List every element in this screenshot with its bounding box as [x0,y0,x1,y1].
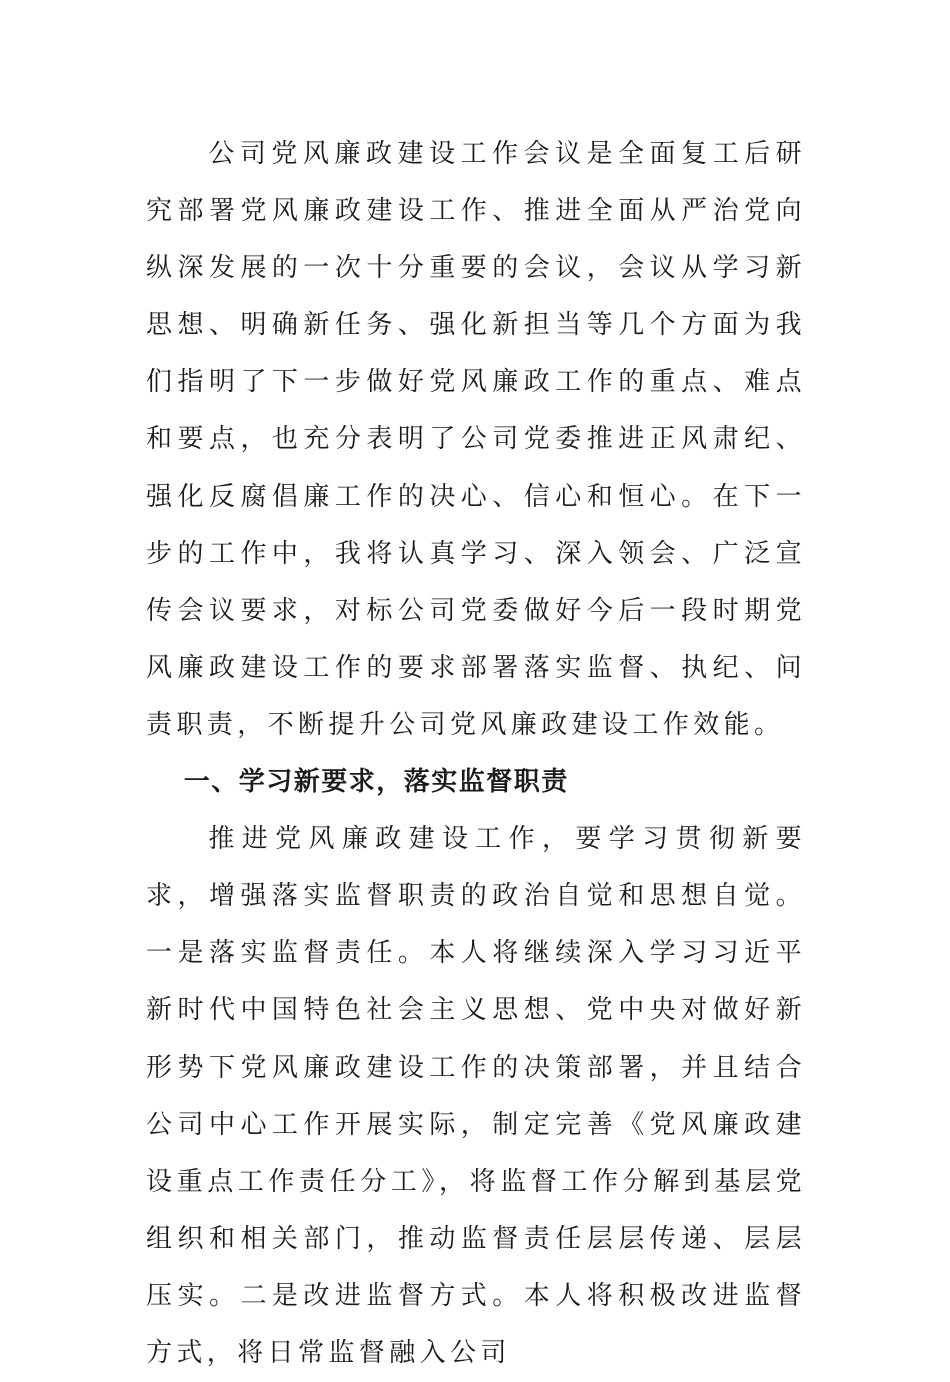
intro-paragraph: 公司党风廉政建设工作会议是全面复工后研究部署党风廉政建设工作、推进全面从严治党向纵深发展的一次十分重要的会议，会议从学习新思想、明确新任务、强化新担当等几个方面为我们指明了下一步做好党风廉政工作的重点、难点和要点，也充分表明了公司党委推进正风肃纪、强化反腐倡廉工作的决心、信心和恒心。在下一步的工作中，我将认真学习、深入领会、广泛宣传会议要求，对标公司党委做好今后一段时期党风廉政建设工作的要求部署落实监督、执纪、问责职责，不断提升公司党风廉政建设工作效能。 [146,139,806,740]
section-heading: 一、学习新要求，落实监督职责 [183,767,569,798]
body-paragraph: 推进党风廉政建设工作，要学习贯彻新要求，增强落实监督职责的政治自觉和思想自觉。一是落实监督责任。本人将继续深入学习习近平新时代中国特色社会主义思想、党中央对做好新形势下党风廉政建设工作的决策部署，并且结合公司中心工作开展实际，制定完善《党风廉政建设重点工作责任分工》，将监督工作分解到基层党组织和相关部门，推动监督责任层层传递、层层压实。二是改进监督方式。本人将积极改进监督方式，将日常监督融入公司 [146,824,806,1368]
document-page [146,126,806,1382]
